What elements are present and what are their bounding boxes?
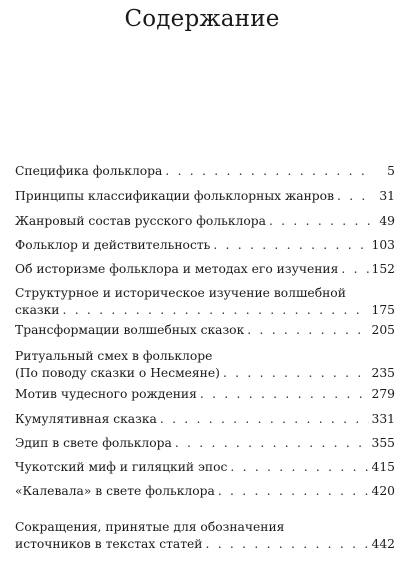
toc-page-number: 331 bbox=[371, 412, 395, 426]
toc-page-number: 279 bbox=[371, 387, 395, 401]
toc-page-number: 103 bbox=[371, 238, 395, 252]
toc-page-number: 5 bbox=[387, 164, 395, 178]
toc-entry-line bbox=[15, 213, 395, 230]
dot-leader bbox=[160, 411, 369, 428]
toc-entry-title: источников в текстах статей bbox=[15, 537, 203, 551]
toc-entry-title: (По поводу сказки о Несмеяне) bbox=[15, 366, 220, 380]
toc-entry-line bbox=[15, 163, 395, 180]
toc-page-number: 442 bbox=[371, 537, 395, 551]
toc-entry-title: Трансформации волшебных сказок bbox=[15, 323, 245, 337]
dot-leader bbox=[230, 459, 368, 476]
dot-leader bbox=[269, 213, 374, 230]
toc-page-number: 152 bbox=[371, 262, 395, 276]
toc-entry bbox=[15, 386, 395, 403]
toc-entry-title: Принципы классификации фольклорных жанров bbox=[15, 189, 334, 203]
toc-entry-line bbox=[15, 237, 395, 254]
toc-entry-line bbox=[15, 302, 395, 319]
toc-page-number: 31 bbox=[379, 189, 395, 203]
dot-leader bbox=[337, 188, 374, 205]
dot-leader bbox=[63, 302, 369, 319]
toc-entry-title: «Калевала» в свете фольклора bbox=[15, 484, 215, 498]
toc-entry bbox=[15, 261, 395, 278]
toc-entry-line bbox=[15, 483, 395, 500]
toc-entry bbox=[15, 459, 395, 476]
toc-entry bbox=[15, 322, 395, 339]
toc-entry bbox=[15, 285, 395, 319]
dot-leader bbox=[165, 163, 374, 180]
toc-page-number: 175 bbox=[371, 303, 395, 317]
toc-entry bbox=[15, 435, 395, 452]
toc-page-number: 415 bbox=[371, 460, 395, 474]
toc-entry bbox=[15, 411, 395, 428]
dot-leader bbox=[200, 386, 369, 403]
toc-entry-line bbox=[15, 261, 395, 278]
dot-leader bbox=[213, 237, 368, 254]
dot-leader bbox=[247, 322, 368, 339]
toc-entry-line bbox=[15, 188, 395, 205]
dot-leader bbox=[223, 365, 369, 382]
toc-entry-title: Фольклор и действительность bbox=[15, 238, 211, 252]
dot-leader bbox=[206, 536, 369, 553]
toc-entry-line bbox=[15, 459, 395, 476]
dot-leader bbox=[218, 483, 369, 500]
toc-entry-line bbox=[15, 435, 395, 452]
toc-entry-title: Жанровый состав русского фольклора bbox=[15, 214, 266, 228]
toc-entry-title: Чукотский миф и гиляцкий эпос bbox=[15, 460, 228, 474]
toc-entry-title: Ритуальный смех в фольклоре bbox=[15, 349, 213, 363]
toc-entry bbox=[15, 163, 395, 180]
toc-entry-title: Мотив чудесного рождения bbox=[15, 387, 197, 401]
toc-entry-line bbox=[15, 348, 395, 365]
toc-entry-title: Эдип в свете фольклора bbox=[15, 436, 172, 450]
toc-entry-title: Кумулятивная сказка bbox=[15, 412, 157, 426]
toc-entry-line bbox=[15, 322, 395, 339]
toc-entry-title: сказки bbox=[15, 303, 60, 317]
toc-entry-title: Специфика фольклора bbox=[15, 164, 163, 178]
toc-entry-line bbox=[15, 365, 395, 382]
toc-entry-title: Об историзме фольклора и методах его изучения bbox=[15, 262, 339, 276]
toc-entry-title: Сокращения, принятые для обозначения bbox=[15, 520, 285, 534]
toc-entry bbox=[15, 483, 395, 500]
toc-page-number: 49 bbox=[379, 214, 395, 228]
toc-entry bbox=[15, 188, 395, 205]
toc-page-number: 420 bbox=[371, 484, 395, 498]
toc-page-number: 205 bbox=[371, 323, 395, 337]
page-title: Содержание bbox=[124, 6, 280, 32]
toc-entry-title: Структурное и историческое изучение волшебной bbox=[15, 286, 346, 300]
toc-entry bbox=[15, 348, 395, 382]
toc-entry-line bbox=[15, 536, 395, 553]
toc-entry-line bbox=[15, 411, 395, 428]
toc-entry-line bbox=[15, 386, 395, 403]
dot-leader bbox=[175, 435, 369, 452]
toc-entry bbox=[15, 519, 395, 553]
toc-page-number: 235 bbox=[371, 366, 395, 380]
toc-entry bbox=[15, 213, 395, 230]
toc-entry-line bbox=[15, 519, 395, 536]
toc-page-number: 355 bbox=[371, 436, 395, 450]
toc-entry bbox=[15, 237, 395, 254]
dot-leader bbox=[341, 261, 368, 278]
toc-entry-line bbox=[15, 285, 395, 302]
